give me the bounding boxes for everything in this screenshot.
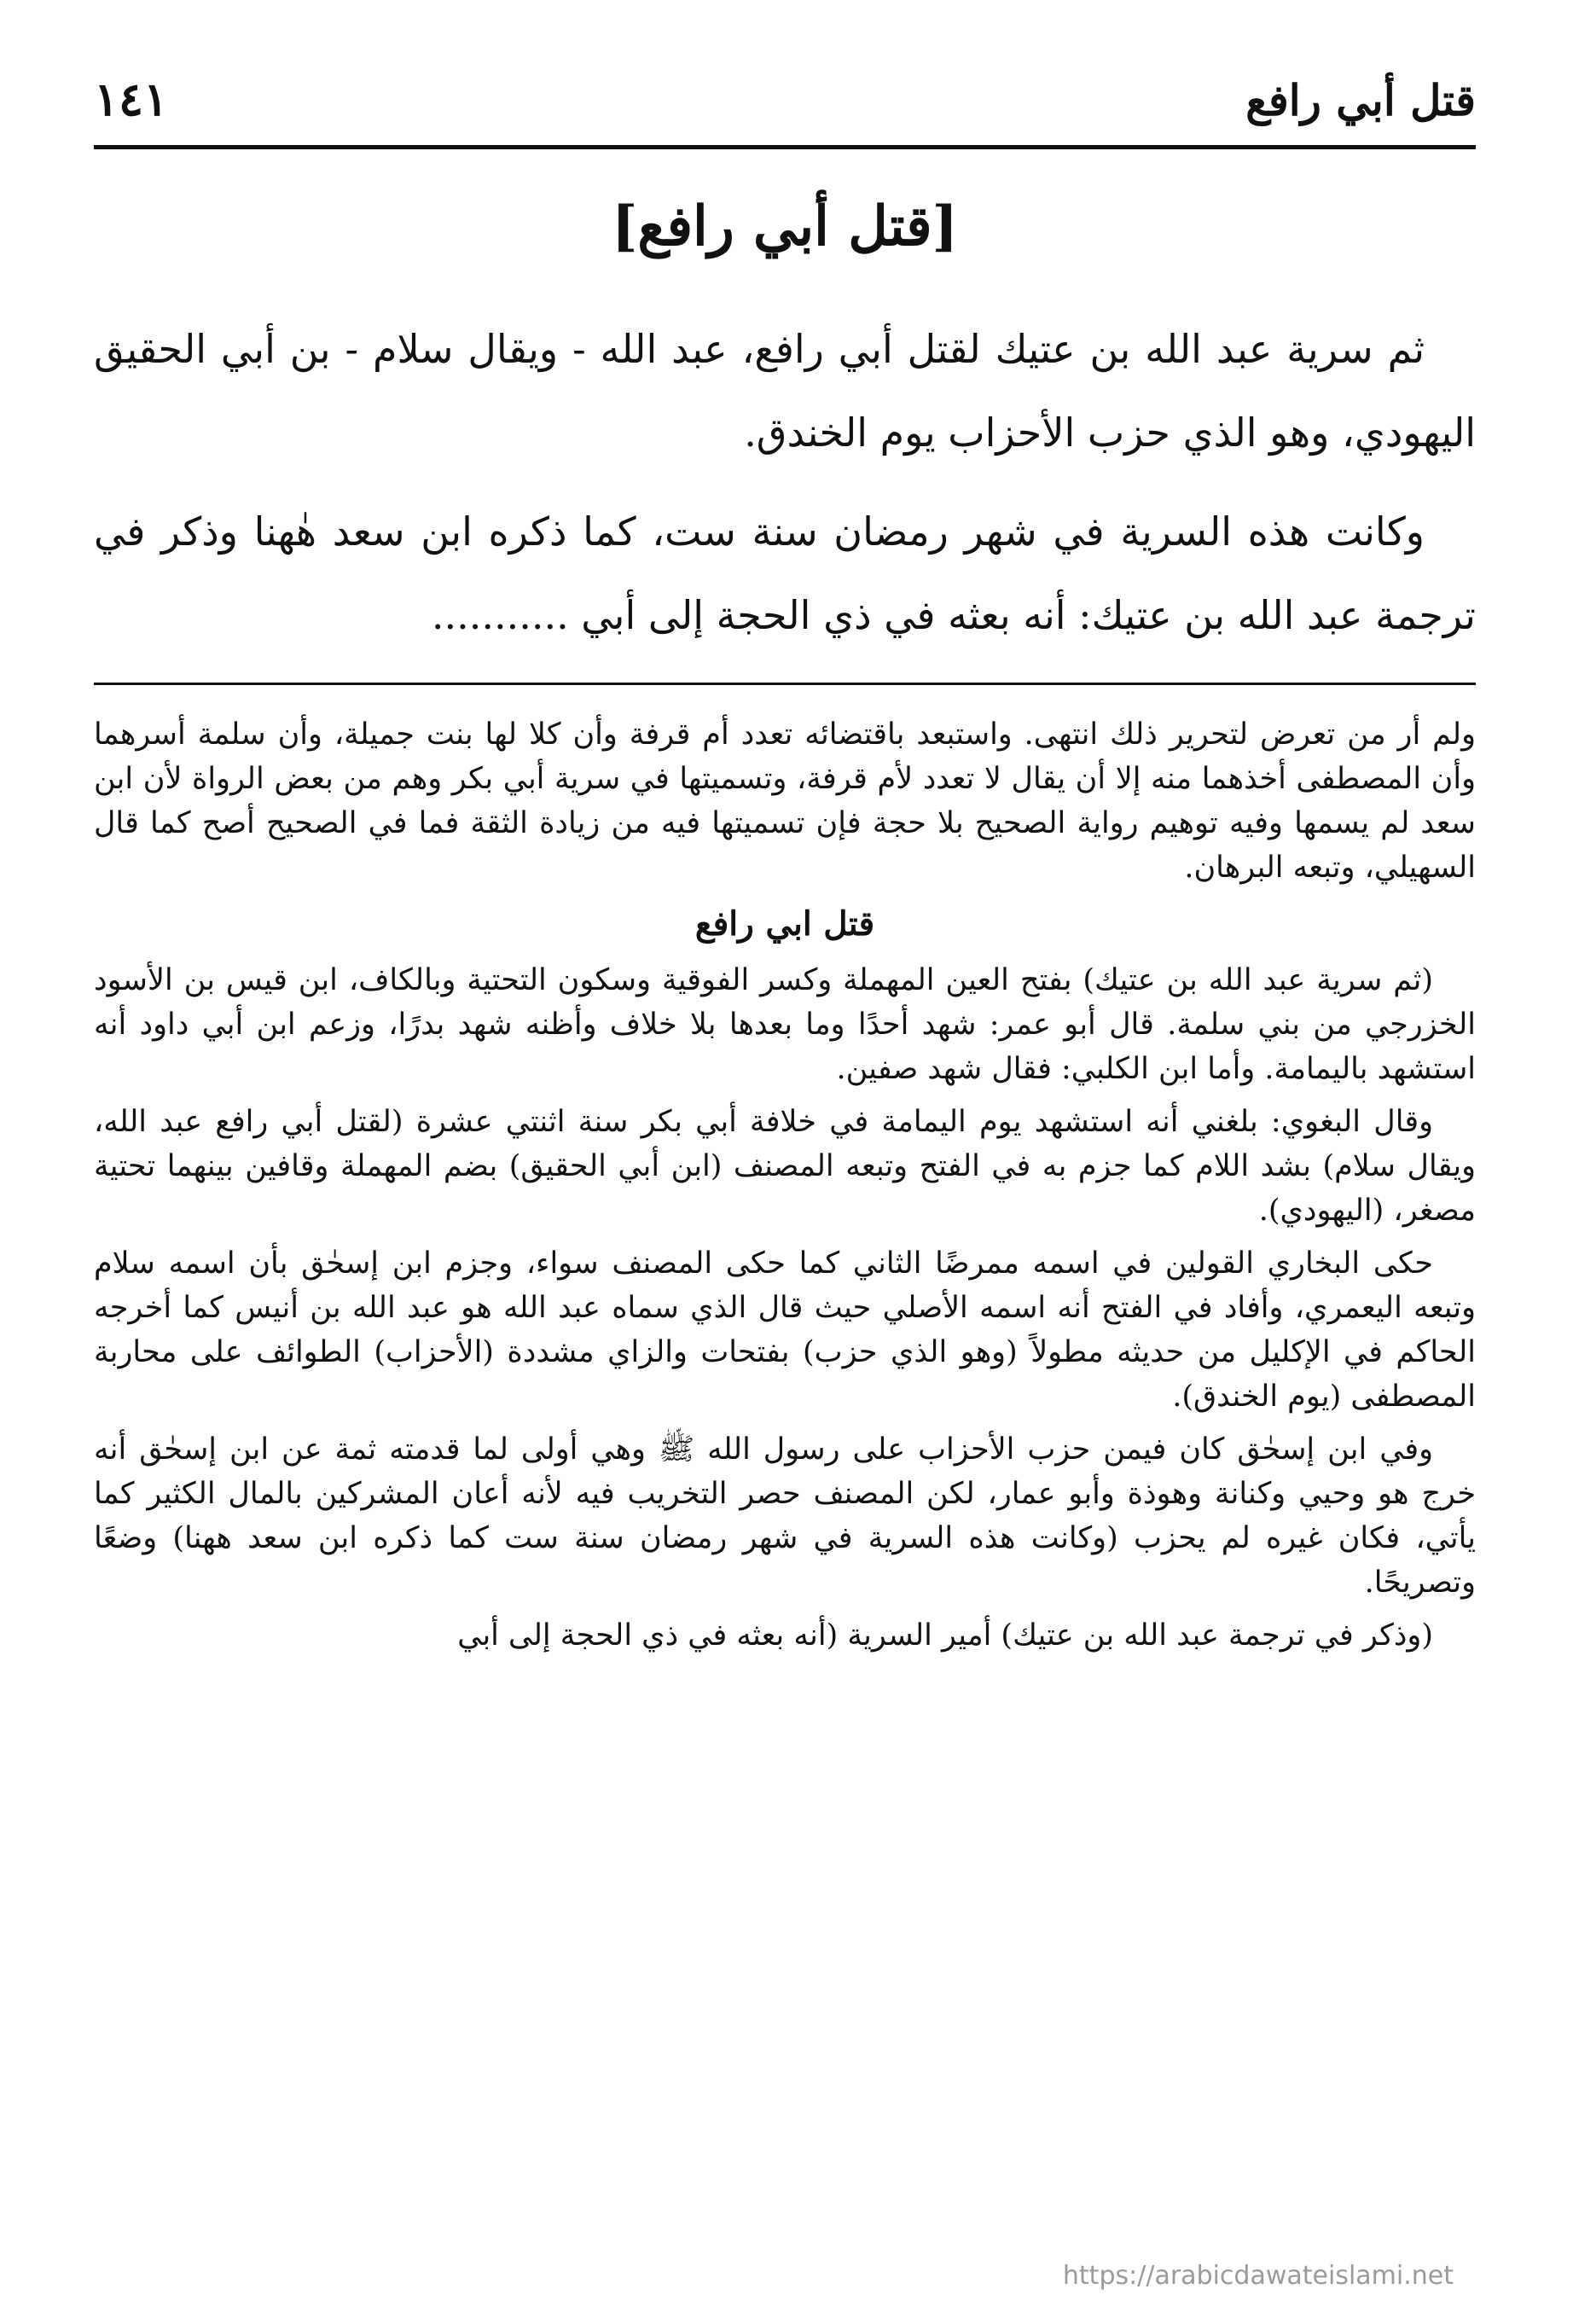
page-number: ١٤١	[94, 72, 169, 126]
commentary-paragraph: وقال البغوي: بلغني أنه استشهد يوم اليمامة في خلافة أبي بكر سنة اثنتي عشرة (لقتل أبي رافع عبد الله، ويقال سلام) بشد اللام كما جزم به في الفتح وتبعه المصنف (ابن أبي الحقيق) بضم المهملة وقافين بينهما تحتية مصغر، (اليهودي).	[94, 1105, 1476, 1228]
main-text	[94, 307, 1476, 672]
main-paragraph: وكانت هذه السرية في شهر رمضان سنة ست، كما ذكره ابن سعد هٰهنا وذكر في ترجمة عبد الله بن عتيك: أنه بعثه في ذي الحجة إلى أبي ...........	[94, 508, 1476, 638]
commentary-paragraph: حكى البخاري القولين في اسمه ممرضًا الثاني كما حكى المصنف سواء، وجزم ابن إسحٰق بأن اسمه سلام وتبعه اليعمري، وأفاد في الفتح أنه اسمه الأصلي حيث قال الذي سماه عبد الله هو عبد الله بن أنيس كما أخرجه الحاكم في الإكليل من حديثه مطولاً (وهو الذي حزب) بفتحات والزاي مشددة (الأحزاب) الطوائف على محاربة المصطفى (يوم الخندق).	[94, 1246, 1476, 1414]
running-title: قتل أبي رافع	[1245, 75, 1476, 125]
commentary-paragraph: وفي ابن إسحٰق كان فيمن حزب الأحزاب على رسول الله ﷺ وهي أولى لما قدمته ثمة عن ابن إسحٰق أنه خرج هو وحيي وكنانة وهوذة وأبو عمار، لكن المصنف حصر التخريب فيه لأنه أعان المشركين بالمال الكثير كما يأتي، فكان غيره لم يحزب (وكانت هذه السرية في شهر رمضان سنة ست كما ذكره ابن سعد ههنا) وضعًا وتصريحًا.	[94, 1432, 1476, 1600]
commentary	[94, 712, 1476, 1666]
footnote-divider	[94, 683, 1476, 685]
footnote-paragraph: ولم أر من تعرض لتحرير ذلك انتهى. واستبعد باقتضائه تعدد أم قرفة وأن كلا لها بنت جميلة، وأن سلمة أسرهما وأن المصطفى أخذهما منه إلا أن يقال لا تعدد لأم قرفة، وتسميتها في سرية أبي بكر وهم من بعض الرواة لأن ابن سعد لم يسمها وفيه توهيم رواية الصحيح بلا حجة فإن تسميتها فيه من زيادة الثقة فما في الصحيح أصح كما قال السهيلي، وتبعه البرهان.	[94, 718, 1476, 885]
commentary-paragraph: (وذكر في ترجمة عبد الله بن عتيك) أمير السرية (أنه بعثه في ذي الحجة إلى أبي	[457, 1618, 1433, 1653]
commentary-paragraph: (ثم سرية عبد الله بن عتيك) بفتح العين المهملة وكسر الفوقية وسكون التحتية وبالكاف، ابن قيس بن الأسود الخزرجي من بني سلمة. قال أبو عمر: شهد أحدًا وما بعدها بلا خلاف وأظنه شهد بدرًا، وزعم ابن أبي داود أنه استشهد باليمامة. وأما ابن الكلبي: فقال شهد صفين.	[94, 963, 1476, 1086]
commentary-heading: قتل ابي رافع	[694, 904, 875, 944]
watermark-url: https://arabicdawateislami.net	[1062, 2261, 1454, 2291]
main-paragraph: ثم سرية عبد الله بن عتيك لقتل أبي رافع، عبد الله - ويقال سلام - بن أبي الحقيق اليهودي، وهو الذي حزب الأحزاب يوم الخندق.	[94, 326, 1476, 456]
header-rule	[94, 145, 1476, 149]
page-header	[94, 68, 1476, 138]
section-title: [قتل أبي رافع]	[612, 195, 958, 259]
